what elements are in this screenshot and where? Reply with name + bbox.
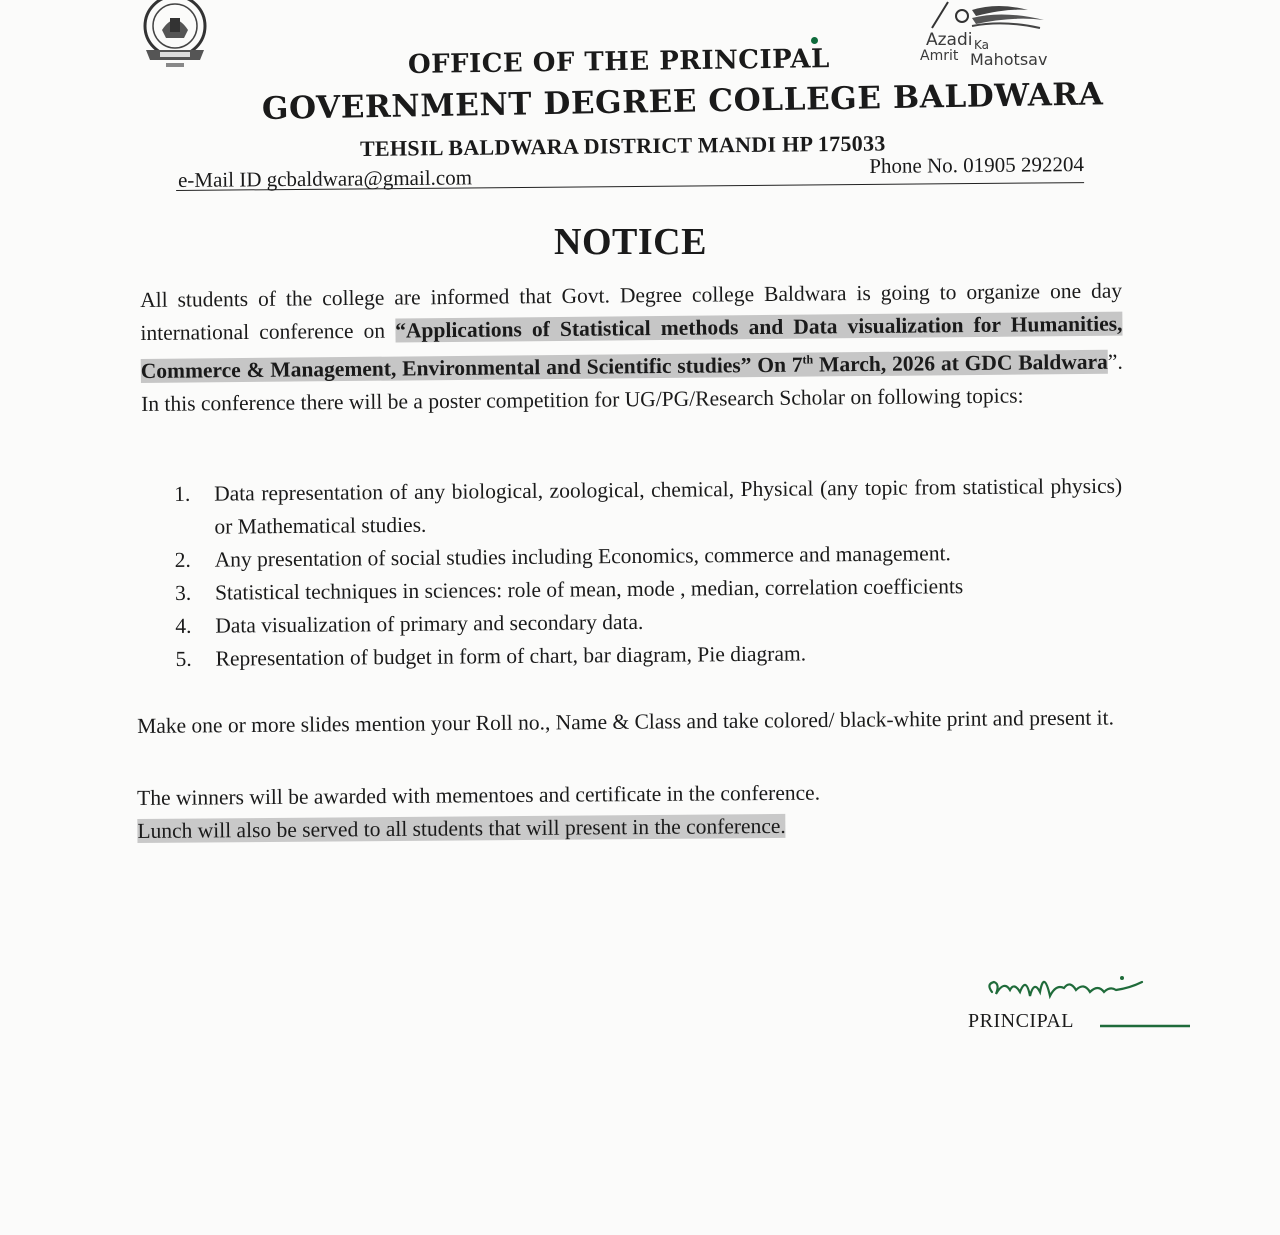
list-number: 4. [175,613,192,638]
list-number: 3. [174,580,192,605]
instruction-paragraph: Make one or more slides mention your Roll no., Name & Class and take colored/ black-white print and present it. [137,705,1115,738]
awards-text: The winners will be awarded with mementoes and certificate in the conference. [137,780,821,810]
intro-paragraph [140,275,1123,422]
list-text: Any presentation of social studies including Economics, commerce and management. [214,541,951,572]
list-number: 1. [174,481,191,506]
list-item [175,635,1123,676]
college-address: TEHSIL BALDWARA DISTRICT MANDI HP 175033 [359,130,886,161]
list-number: 5. [175,646,192,671]
list-text: Data representation of any biological, zoological, chemical, Physical (any topic from statistical physics) or Mathematical studies. [214,473,1123,539]
mahotsav-text: Mahotsav [970,50,1048,69]
list-text: Representation of budget in form of chart, bar diagram, Pie diagram. [215,641,807,671]
phone-number: Phone No. 01905 292204 [869,152,1085,178]
amrit-text: Amrit [920,48,959,64]
list-number: 2. [174,547,191,572]
ink-dot [811,37,818,44]
intro-text-start: All students of the college are informed that Govt. Degree college Baldwara is going to organize one day international conference on [140,278,1123,345]
principal-designation: PRINCIPAL [968,1010,1075,1032]
lunch-text: Lunch will also be served to all students that will present in the conference. [137,813,786,843]
azadi-ka-text: Ka [974,38,990,52]
conference-title-text: “Applications of Statistical methods and Data visualization for Humanities, Commerce & Management, Environmental and Scientific studies” On 7 [140,311,1123,384]
list-text: Data visualization of primary and secondary data. [215,609,644,638]
office-title: OFFICE OF THE PRINCIPAL [407,44,830,80]
conference-date-venue: March, 2026 at GDC Baldwara [813,349,1108,377]
intro-text-end: ”. In this conference there will be a poster competition for UG/PG/Research Scholar on following topics: [141,349,1123,417]
college-emblem-icon [132,0,218,72]
contact-line [176,152,1084,191]
college-name: GOVERNMENT DEGREE COLLEGE BALDWARA [261,76,1104,127]
topics-list [174,470,1124,676]
azadi-ka-amrit-mahotsav-logo [918,0,1078,72]
closing-paragraphs [137,774,1121,848]
list-text: Statistical techniques in sciences: role of mean, mode , median, correlation coefficients [214,574,964,605]
list-item [174,470,1123,544]
date-suffix: th [802,352,814,367]
notice-title: NOTICE [554,221,707,263]
azadi-text: Azadi [926,30,973,50]
email-address: e-Mail ID gcbaldwara@gmail.com [177,165,473,192]
